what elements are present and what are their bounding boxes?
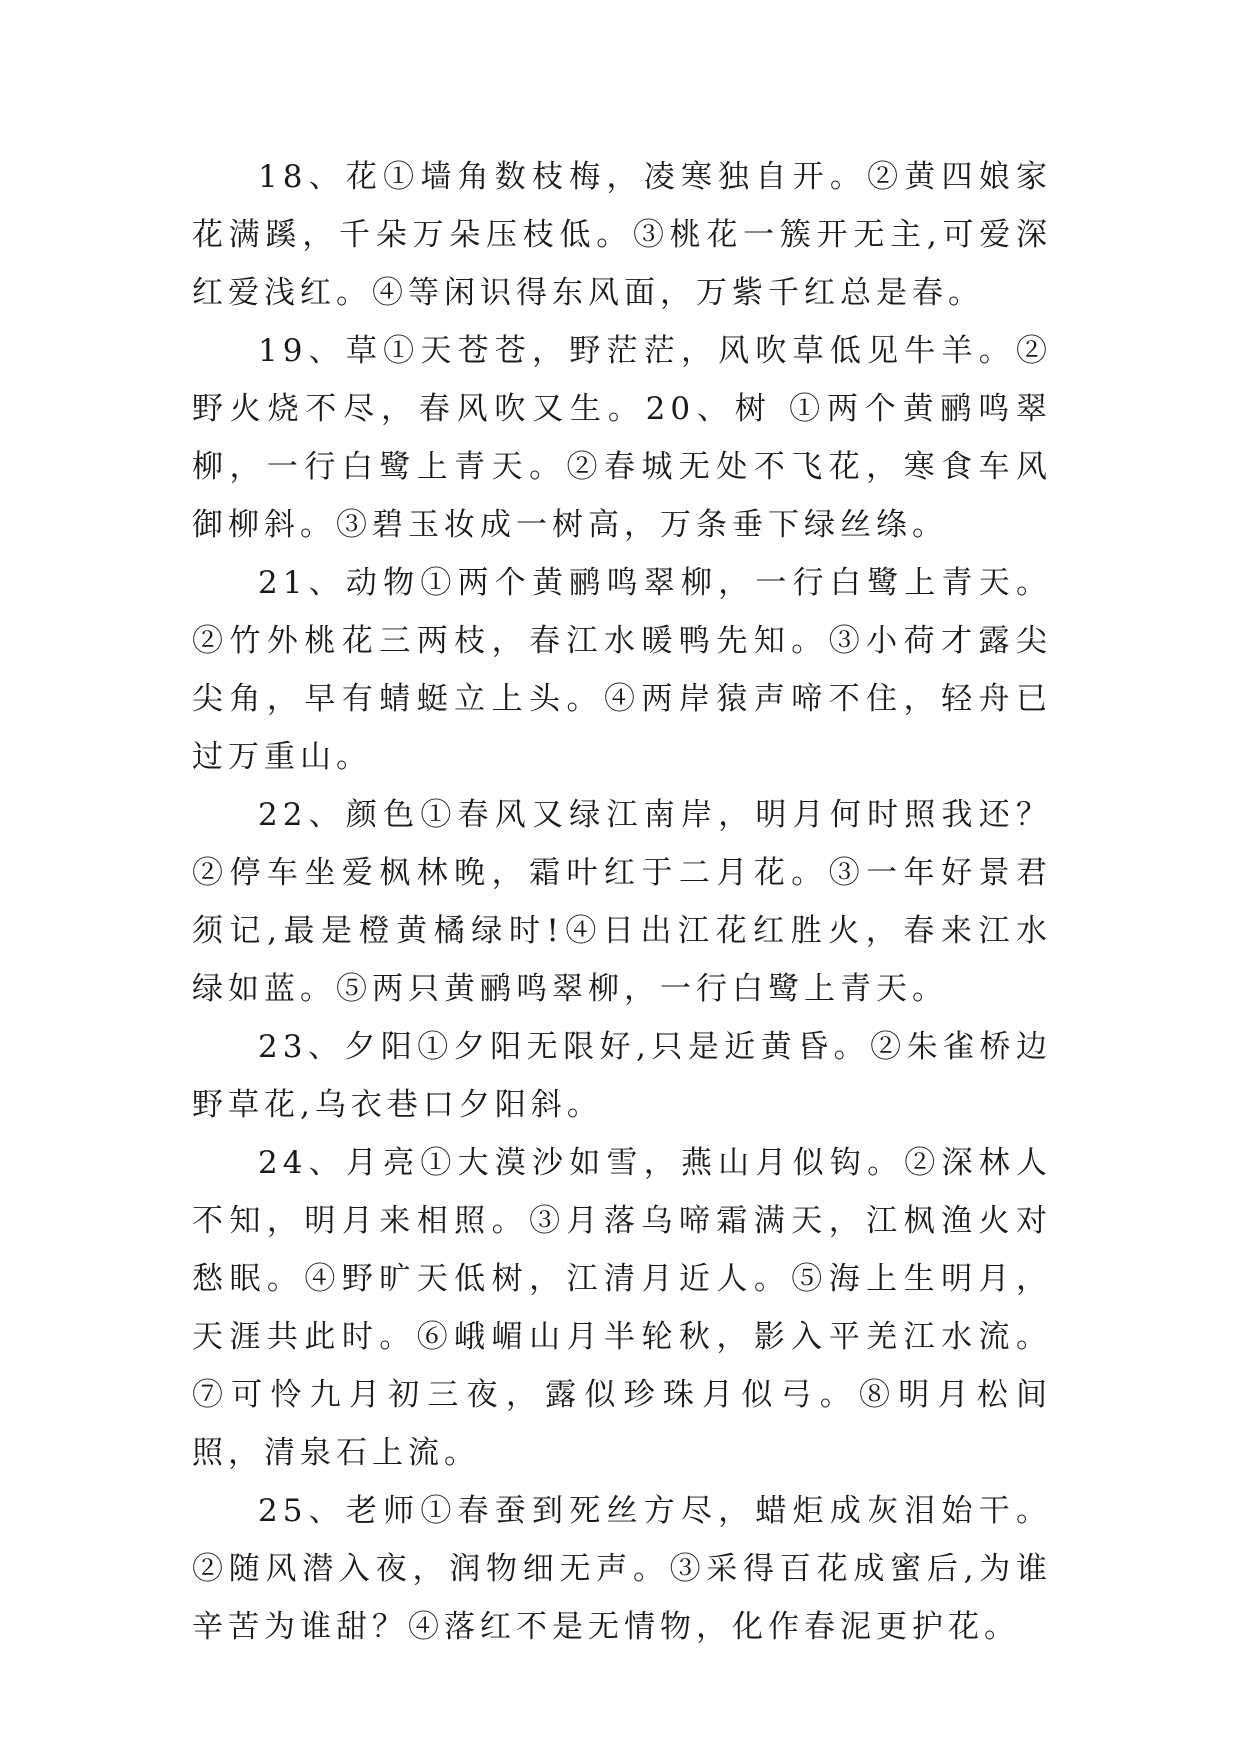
paragraph-animals: 21、动物①两个黄鹂鸣翠柳，一行白鹭上青天。②竹外桃花三两枝，春江水暖鸭先知。③小荷才露尖尖角，早有蜻蜓立上头。④两岸猿声啼不住，轻舟已过万重山。 [192,565,1052,775]
paragraph-grass-trees: 19、草①天苍苍，野茫茫，风吹草低见牛羊。②野火烧不尽，春风吹又生。20、树 ①两个黄鹂鸣翠柳，一行白鹭上青天。②春城无处不飞花，寒食车风御柳斜。③碧玉妆成一树高，万条垂下绿丝绦。 [192,333,1052,543]
paragraph-sunset: 23、夕阳①夕阳无限好,只是近黄昏。②朱雀桥边野草花,乌衣巷口夕阳斜。 [192,1029,1052,1123]
paragraph-flowers: 18、花①墙角数枝梅，凌寒独自开。②黄四娘家花满蹊，千朵万朵压枝低。③桃花一簇开无主,可爱深红爱浅红。④等闲识得东风面，万紫千红总是春。 [192,159,1052,311]
paragraph-teacher: 25、老师①春蚕到死丝方尽，蜡炬成灰泪始干。②随风潜入夜，润物细无声。③采得百花成蜜后,为谁辛苦为谁甜？④落红不是无情物，化作春泥更护花。 [192,1493,1052,1645]
paragraph-colors: 22、颜色①春风又绿江南岸，明月何时照我还？②停车坐爱枫林晚，霜叶红于二月花。③一年好景君须记,最是橙黄橘绿时!④日出江花红胜火，春来江水绿如蓝。⑤两只黄鹂鸣翠柳，一行白鹭上青天。 [192,797,1052,1007]
paragraph-moon: 24、月亮①大漠沙如雪，燕山月似钩。②深林人不知，明月来相照。③月落乌啼霜满天，江枫渔火对愁眠。④野旷天低树，江清月近人。⑤海上生明月，天涯共此时。⑥峨嵋山月半轮秋，影入平羌江水流。⑦可怜九月初三夜，露似珍珠月似弓。⑧明月松间照，清泉石上流。 [192,1145,1052,1471]
document-page [192,148,1052,1656]
